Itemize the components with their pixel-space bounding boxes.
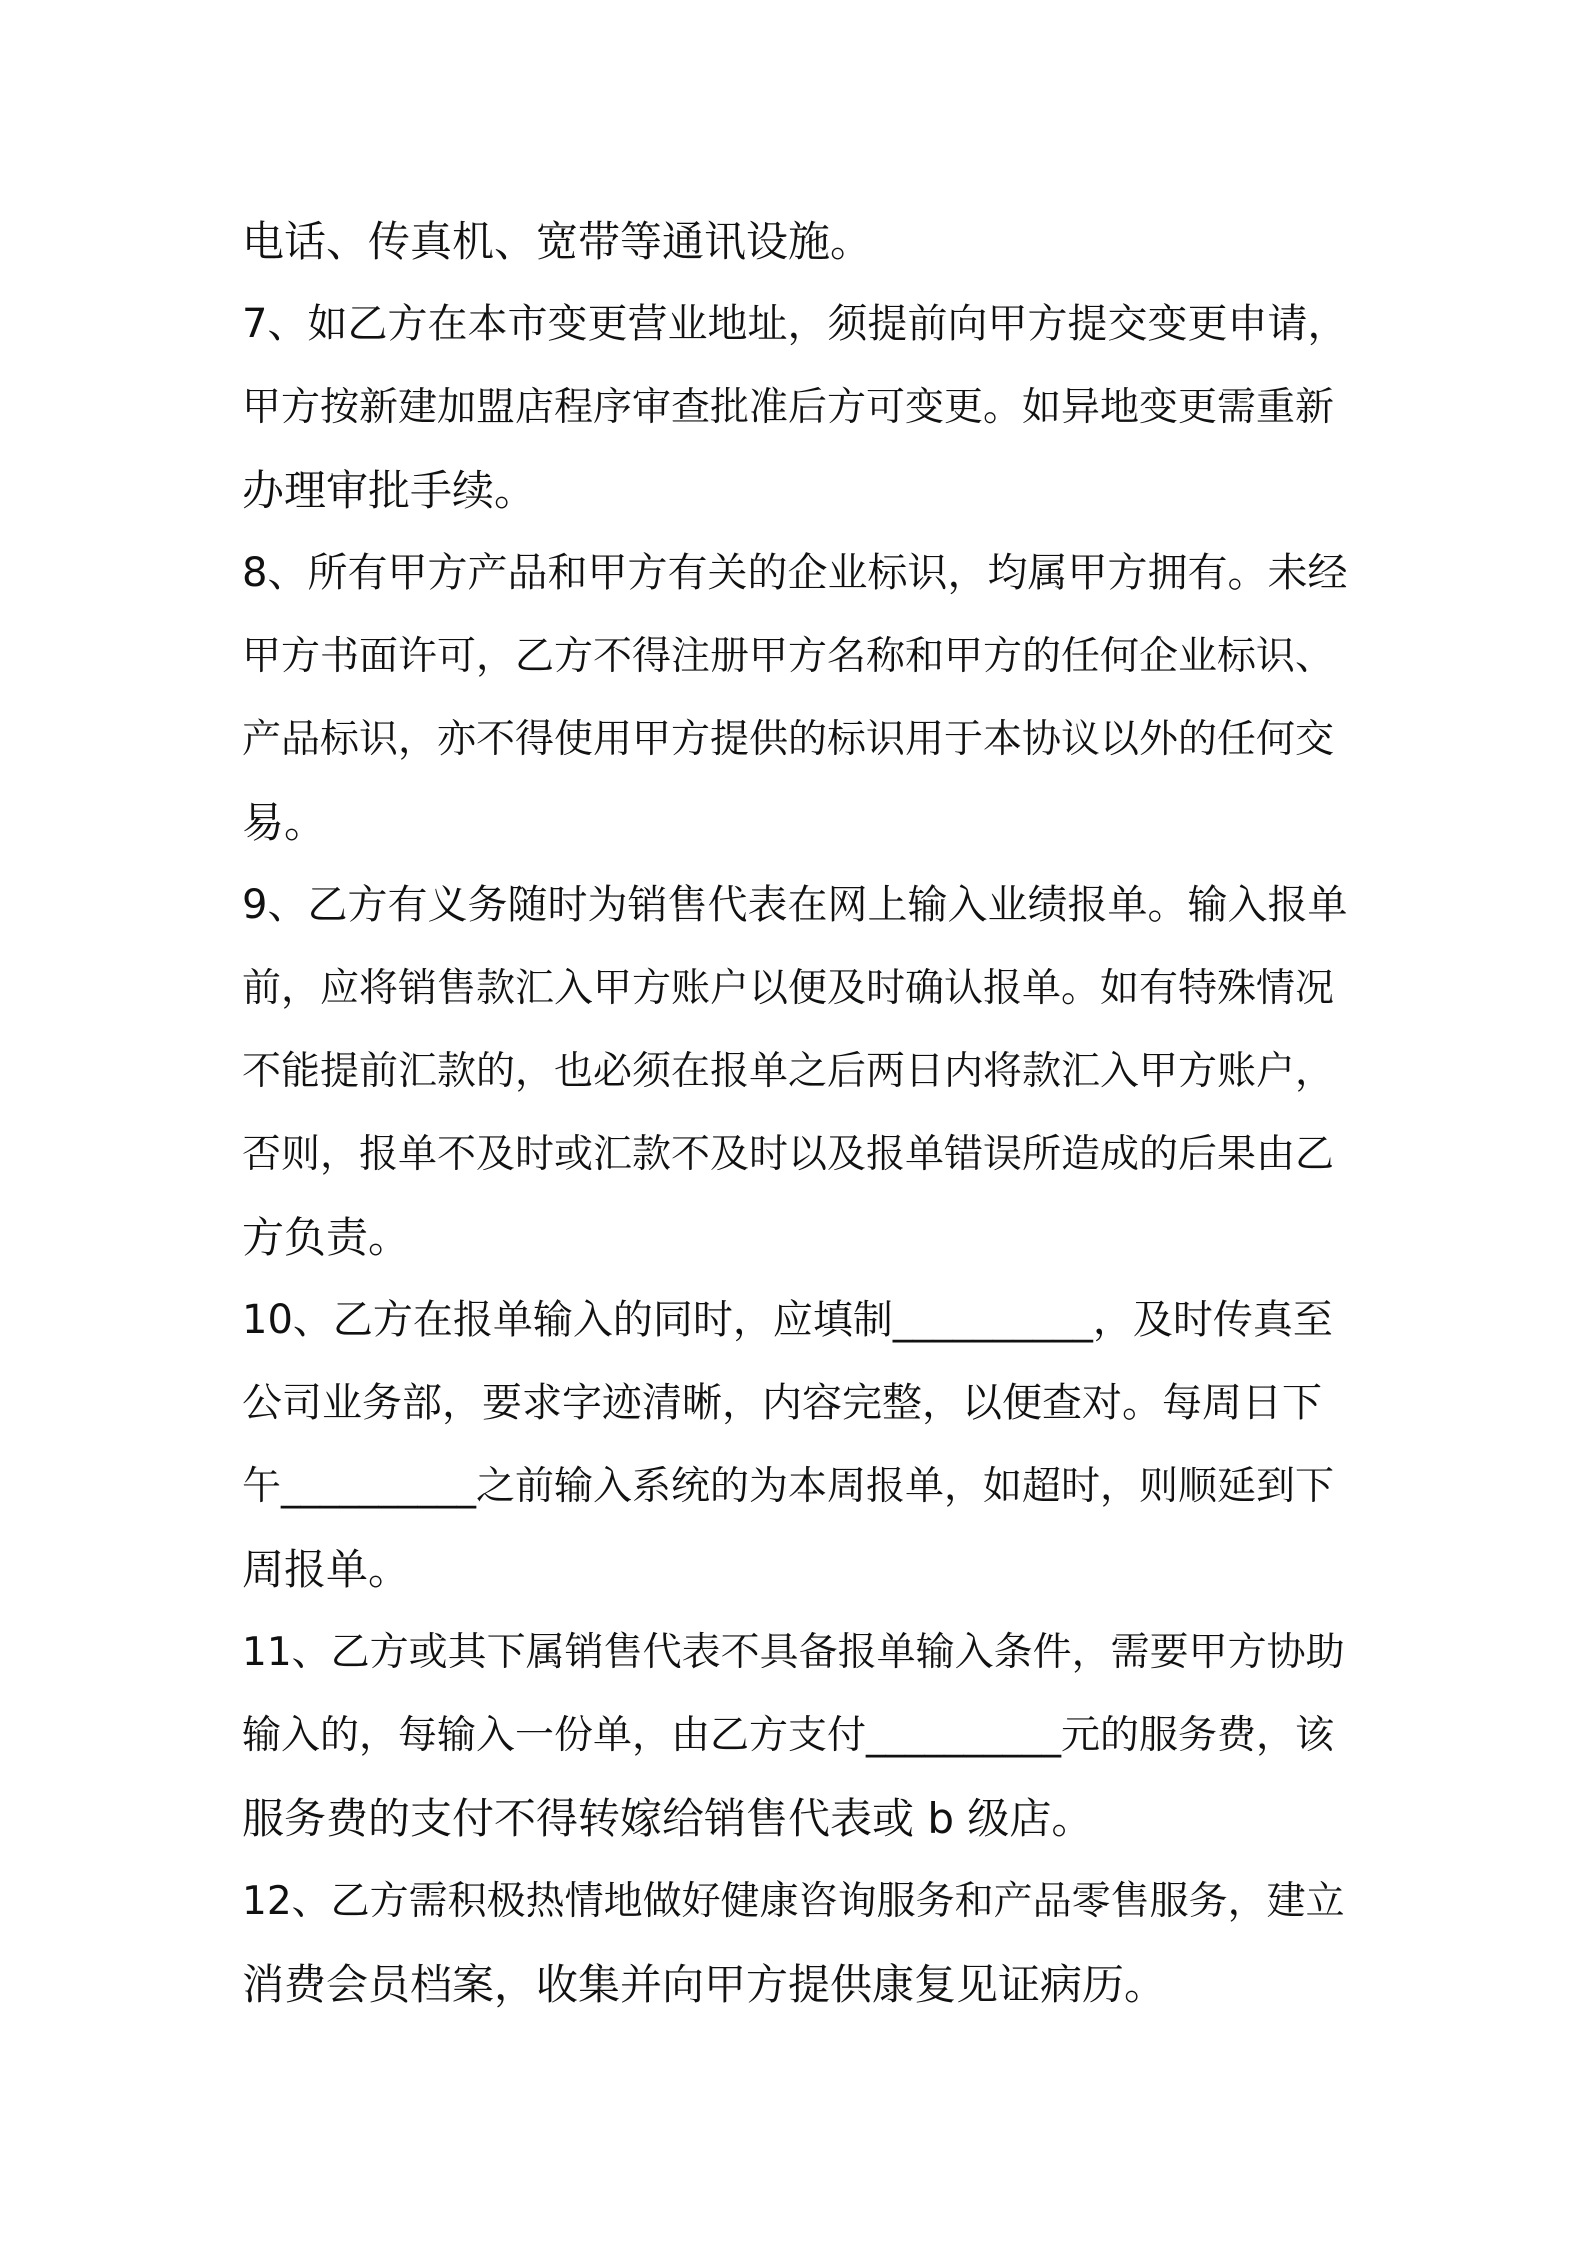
text-line: 甲方书面许可，乙方不得注册甲方名称和甲方的任何企业标识、 [242, 634, 1335, 679]
text-line: 易。 [242, 798, 327, 847]
text-line: 8、所有甲方产品和甲方有关的企业标识，均属甲方拥有。未经 [242, 550, 1348, 596]
text-line: 12、乙方需积极热情地做好健康咨询服务和产品零售服务，建立 [242, 1879, 1345, 1924]
text-line: 11、乙方或其下属销售代表不具备报单输入条件，需要甲方协助 [242, 1630, 1345, 1675]
text-line: 前，应将销售款汇入甲方账户以便及时确认报单。如有特殊情况 [242, 966, 1335, 1011]
text-line: 电话、传真机、宽带等通讯设施。 [242, 217, 873, 266]
text-line: 消费会员档案，收集并向甲方提供康复见证病历。 [242, 1960, 1167, 2009]
text-line: 午__________之前输入系统的为本周报单，如超时，则顺延到下 [242, 1464, 1335, 1509]
text-line: 公司业务部，要求字迹清晰，内容完整，以便查对。每周日下 [242, 1380, 1322, 1426]
text-line: 方负责。 [242, 1213, 411, 1262]
text-line: 服务费的支付不得转嫁给销售代表或 b 级店。 [242, 1794, 1094, 1843]
text-line: 办理审批手续。 [242, 466, 537, 515]
text-line: 10、乙方在报单输入的同时，应填制__________，及时传真至 [242, 1297, 1333, 1343]
text-line: 甲方按新建加盟店程序审查批准后方可变更。如异地变更需重新 [242, 385, 1335, 430]
document-body [242, 200, 1348, 2026]
text-line: 周报单。 [242, 1545, 411, 1594]
text-line: 输入的，每输入一份单，由乙方支付__________元的服务费，该 [242, 1713, 1335, 1758]
text-line: 7、如乙方在本市变更营业地址，须提前向甲方提交变更申请， [242, 301, 1348, 347]
text-line: 9、乙方有义务随时为销售代表在网上输入业绩报单。输入报单 [242, 882, 1348, 928]
text-line: 产品标识，亦不得使用甲方提供的标识用于本协议以外的任何交 [242, 717, 1335, 762]
text-line: 否则，报单不及时或汇款不及时以及报单错误所造成的后果由乙 [242, 1132, 1335, 1177]
text-line: 不能提前汇款的，也必须在报单之后两日内将款汇入甲方账户， [242, 1049, 1335, 1094]
